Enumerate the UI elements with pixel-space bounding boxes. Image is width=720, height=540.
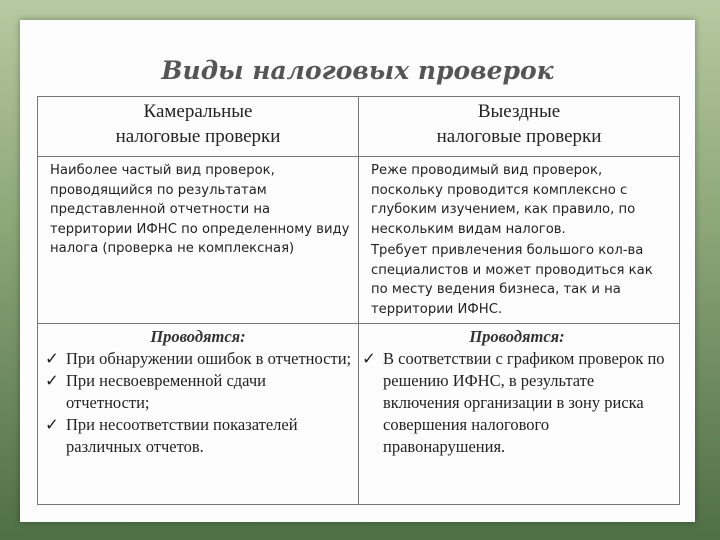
- header-vyezdnye-line2: налоговые проверки: [436, 126, 602, 147]
- header-row: [38, 97, 680, 157]
- list-item: [361, 348, 673, 458]
- checkmark-icon: ✓: [45, 415, 59, 434]
- header-vyezdnye-line1: Выездные: [477, 101, 561, 122]
- conditions-kameral-list: [44, 348, 352, 458]
- list-item-text: При обнаружении ошибок в отчетности;: [66, 349, 352, 368]
- checkmark-icon: ✓: [45, 349, 59, 368]
- page-title: Виды налоговых проверок: [161, 56, 554, 85]
- conditions-vyezdnye: [359, 324, 680, 505]
- list-item: [44, 370, 352, 414]
- header-kameral: [38, 97, 359, 157]
- list-item-text: При несоответствии показателей различных отчетов.: [66, 415, 298, 456]
- header-kameral-line2: налоговые проверки: [115, 126, 281, 147]
- comparison-table: [37, 96, 680, 505]
- conditions-row: [38, 324, 680, 505]
- header-vyezdnye: [359, 97, 680, 157]
- slide: [20, 20, 695, 522]
- conditions-kameral-heading: Проводятся:: [150, 327, 246, 346]
- checkmark-icon: ✓: [362, 349, 376, 368]
- description-vyezdnye-text-2: Требует привлечения большого кол-ва специалистов и может проводиться как по месту ведения бизнеса, так и на территории ИФНС.: [371, 243, 653, 317]
- conditions-vyezdnye-heading: Проводятся:: [469, 327, 565, 346]
- description-kameral: [38, 157, 359, 324]
- description-row: [38, 157, 680, 324]
- description-vyezdnye: [359, 157, 680, 324]
- header-kameral-line1: Камеральные: [143, 101, 253, 122]
- description-vyezdnye-text-1: Реже проводимый вид проверок, поскольку проводится комплексно с глубоким изучением, как правило, по нескольким видам налогов.: [371, 163, 636, 237]
- list-item-text: В соответствии с графиком проверок по решению ИФНС, в результате включения организации в зону риска совершения налогового правонарушения.: [383, 349, 665, 456]
- list-item-text: При несвоевременной сдачи отчетности;: [66, 371, 266, 412]
- list-item: [44, 414, 352, 458]
- conditions-kameral: [38, 324, 359, 505]
- checkmark-icon: ✓: [45, 371, 59, 390]
- list-item: [44, 348, 352, 370]
- conditions-vyezdnye-list: [361, 348, 673, 458]
- description-kameral-text: Наиболее частый вид проверок, проводящийся по результатам представленной отчетности на территории ИФНС по определенному виду налога (проверка не комплексная): [50, 163, 350, 256]
